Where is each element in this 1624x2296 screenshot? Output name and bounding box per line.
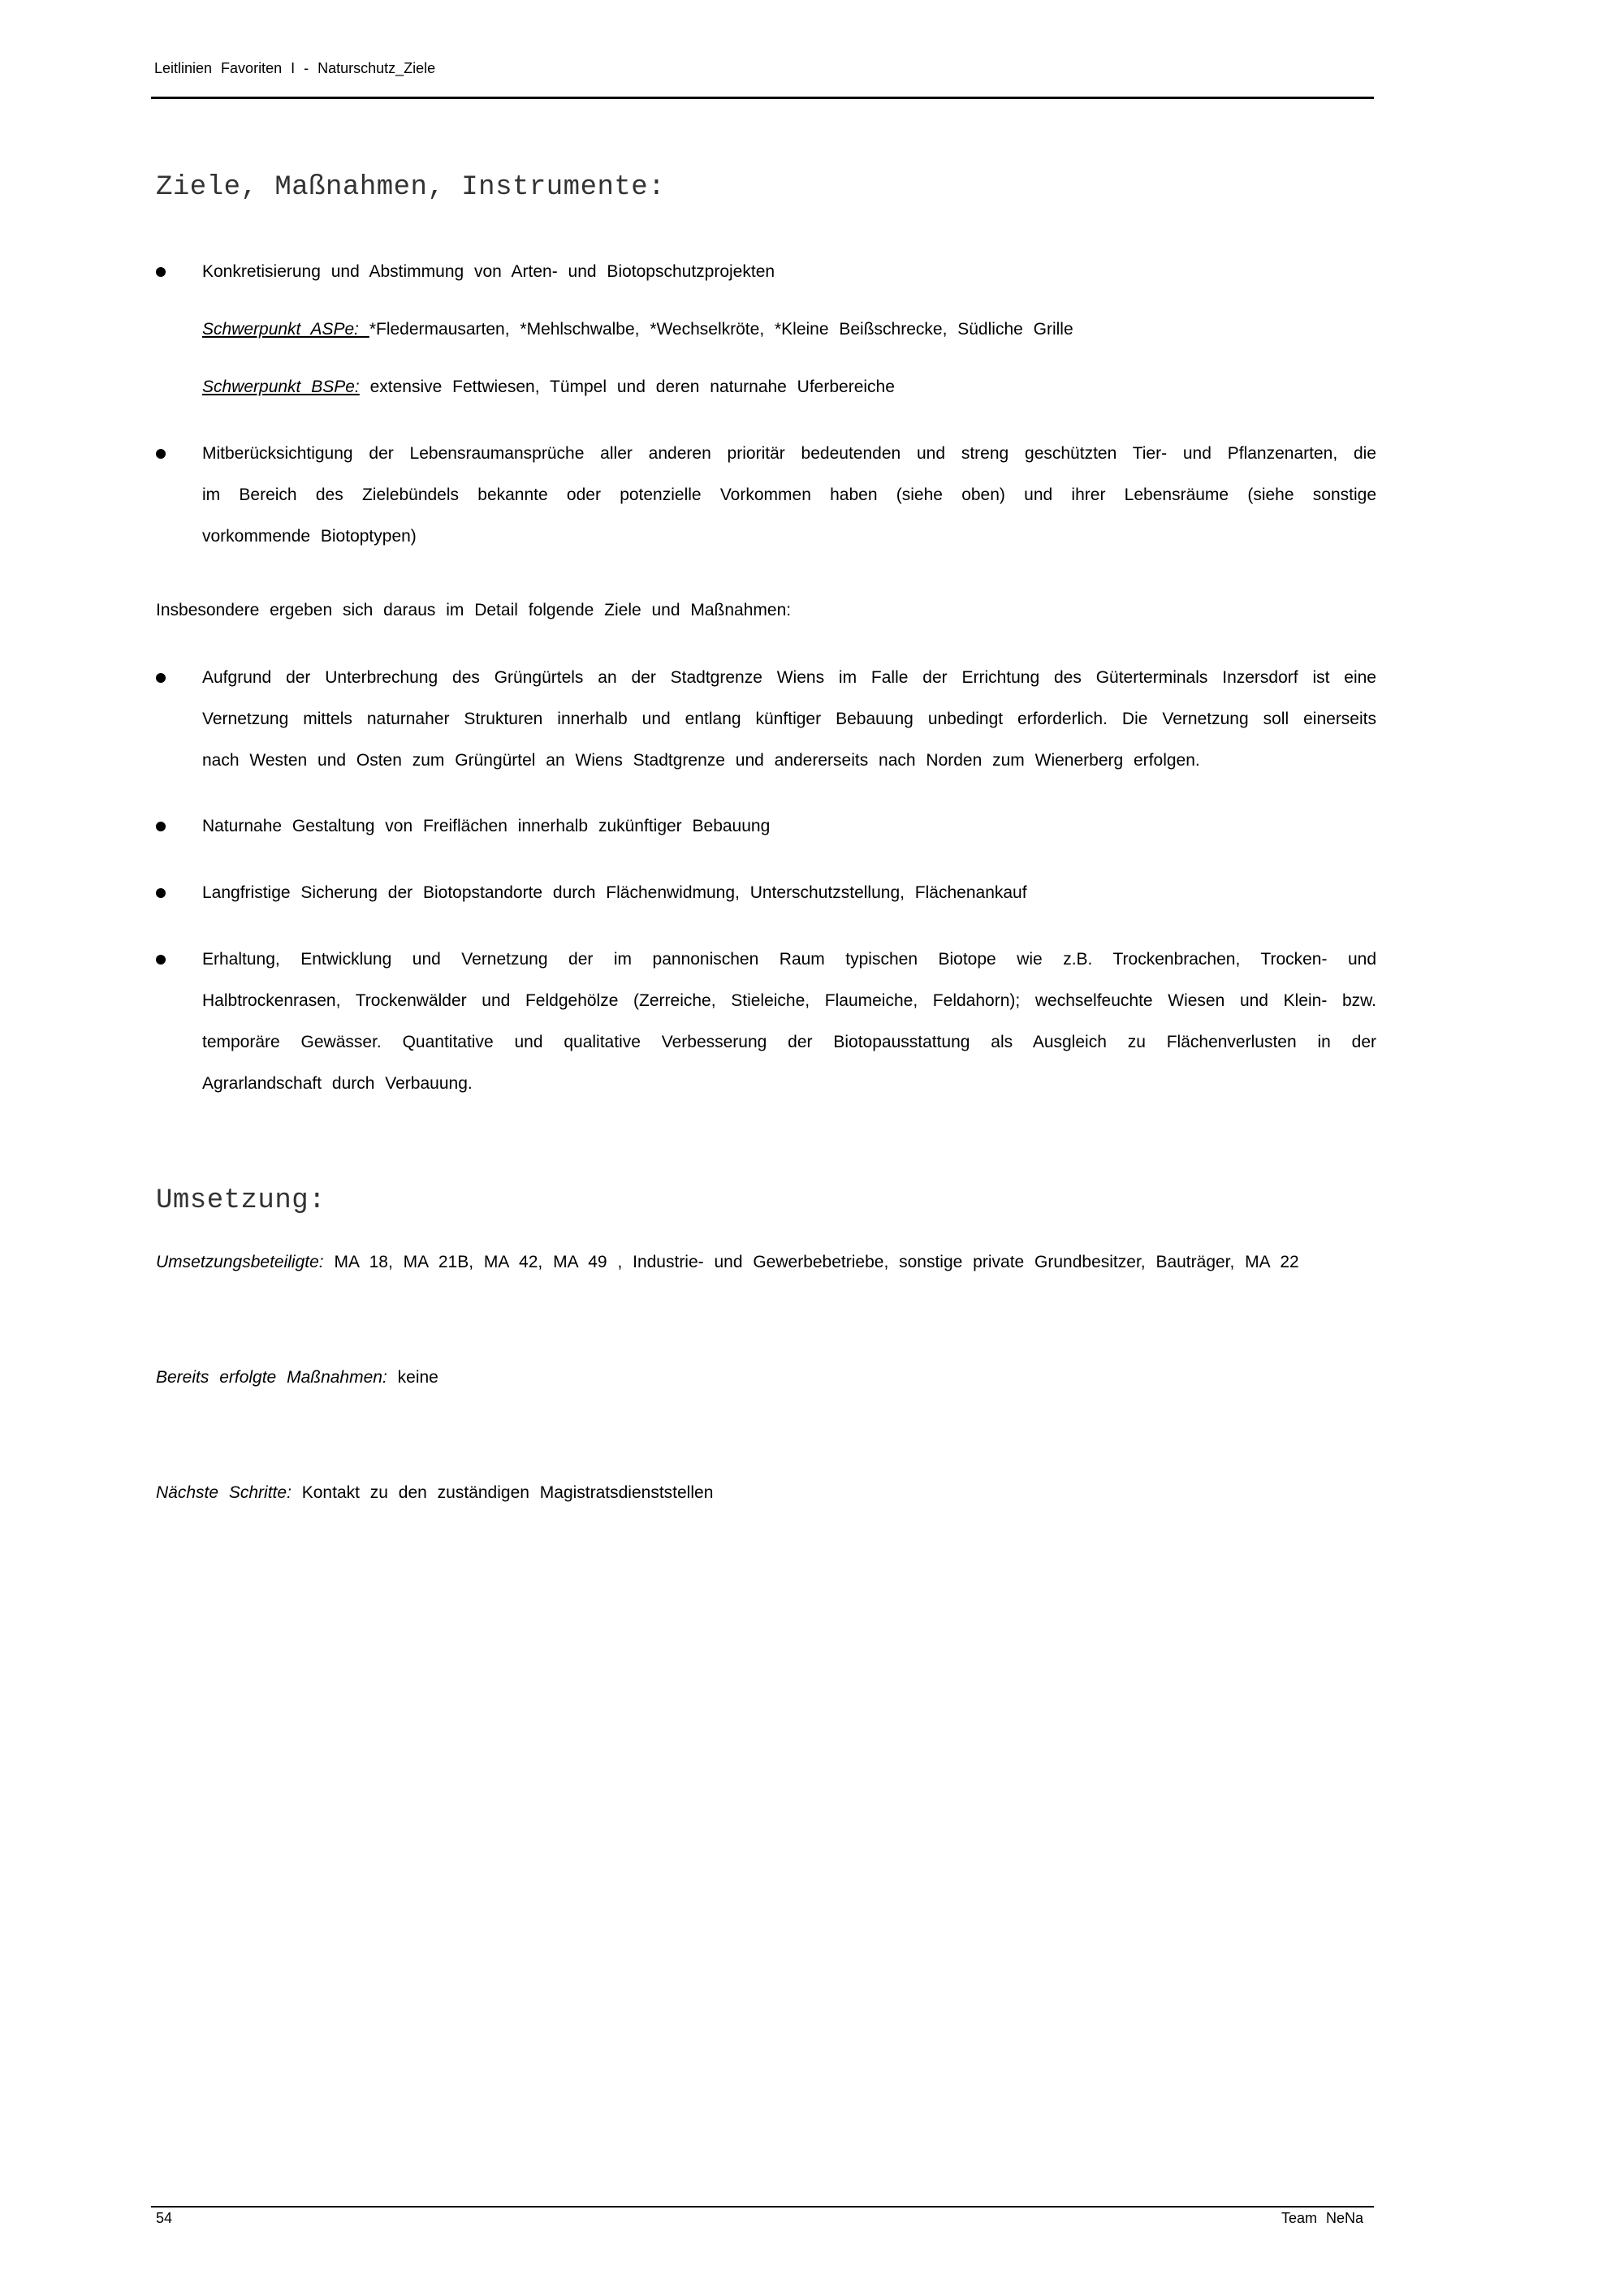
bullet-dot (156, 888, 166, 898)
bsp-label: Schwerpunkt BSPe: (202, 378, 360, 396)
asp-focus-line (202, 320, 1376, 339)
stakeholders-text: MA 18, MA 21B, MA 42, MA 49 , Industrie- und Gewerbebetriebe, sonstige private Grundbesitzer, Bauträger, MA 22 (334, 1253, 1299, 1271)
detail-intro: Insbesondere ergeben sich daraus im Detail folgende Ziele und Maßnahmen: (156, 601, 792, 619)
bullet-dot (156, 955, 166, 965)
section-title-umsetzung: Umsetzung: (156, 1185, 326, 1216)
header-rule (151, 97, 1374, 99)
bsp-focus-line (202, 378, 1376, 397)
asp-text: *Fledermausarten, *Mehlschwalbe, *Wechselkröte, *Kleine Beißschrecke, Südliche Grille (369, 320, 1073, 339)
bullet-2-line-1: Mitberücksichtigung der Lebensraumansprüche aller anderen prioritär bedeutenden und streng geschützten Tier- und Pflanzenarten, die (202, 444, 1376, 463)
page-number: 54 (156, 2210, 173, 2226)
footer-rule (151, 2206, 1374, 2208)
next-steps-line (156, 1483, 1330, 1503)
section-title-ziele: Ziele, Maßnahmen, Instrumente: (156, 172, 666, 203)
measures-done-label: Bereits erfolgte Maßnahmen: (156, 1368, 387, 1387)
bullet-1-text: Konkretisierung und Abstimmung von Arten- und Biotopschutzprojekten (202, 262, 775, 281)
bullet-5-text: Langfristige Sicherung der Biotopstandorte durch Flächenwidmung, Unterschutzstellung, Flächenankauf (202, 883, 1027, 902)
next-steps-label: Nächste Schritte: (156, 1483, 292, 1502)
stakeholders-line (156, 1253, 1330, 1272)
bullet-3-line-1: Aufgrund der Unterbrechung des Grüngürtels an der Stadtgrenze Wiens im Falle der Errichtung des Güterterminals Inzersdorf ist eine (202, 668, 1376, 687)
measures-done-line (156, 1368, 1330, 1388)
bullet-6-line-1: Erhaltung, Entwicklung und Vernetzung der im pannonischen Raum typischen Biotope wie z.B. Trockenbrachen, Trocken- und (202, 950, 1376, 969)
bullet-3-line-3: nach Westen und Osten zum Grüngürtel an Wiens Stadtgrenze und andererseits nach Norden zum Wienerberg erfolgen. (202, 751, 1200, 770)
bsp-text: extensive Fettwiesen, Tümpel und deren naturnahe Uferbereiche (369, 378, 895, 396)
footer-team: Team NeNa (1281, 2210, 1364, 2226)
running-header: Leitlinien Favoriten I - Naturschutz_Ziele (154, 60, 436, 76)
bullet-4-text: Naturnahe Gestaltung von Freiflächen innerhalb zukünftiger Bebauung (202, 817, 771, 835)
bullet-dot (156, 822, 166, 831)
bullet-dot (156, 449, 166, 459)
bullet-6-line-3: temporäre Gewässer. Quantitative und qualitative Verbesserung der Biotopausstattung als Ausgleich zu Flächenverlusten in der (202, 1033, 1376, 1051)
bullet-dot (156, 673, 166, 683)
measures-done-text: keine (397, 1368, 438, 1387)
asp-label: Schwerpunkt ASPe: (202, 320, 369, 339)
bullet-3-line-2: Vernetzung mittels naturnaher Strukturen innerhalb und entlang künftiger Bebauung unbedingt erforderlich. Die Vernetzung soll einerseits (202, 710, 1376, 728)
next-steps-text: Kontakt zu den zuständigen Magistratsdienststellen (301, 1483, 714, 1502)
bullet-6-line-2: Halbtrockenrasen, Trockenwälder und Feldgehölze (Zerreiche, Stieleiche, Flaumeiche, Feldahorn); wechselfeuchte Wiesen und Klein- bzw. (202, 991, 1376, 1010)
bullet-2-line-3: vorkommende Biotoptypen) (202, 527, 417, 546)
bullet-2-line-2: im Bereich des Zielebündels bekannte oder potenzielle Vorkommen haben (siehe oben) und ihrer Lebensräume (siehe sonstige (202, 486, 1376, 504)
stakeholders-label: Umsetzungsbeteiligte: (156, 1253, 324, 1271)
bullet-dot (156, 267, 166, 277)
bullet-6-line-4: Agrarlandschaft durch Verbauung. (202, 1074, 473, 1093)
